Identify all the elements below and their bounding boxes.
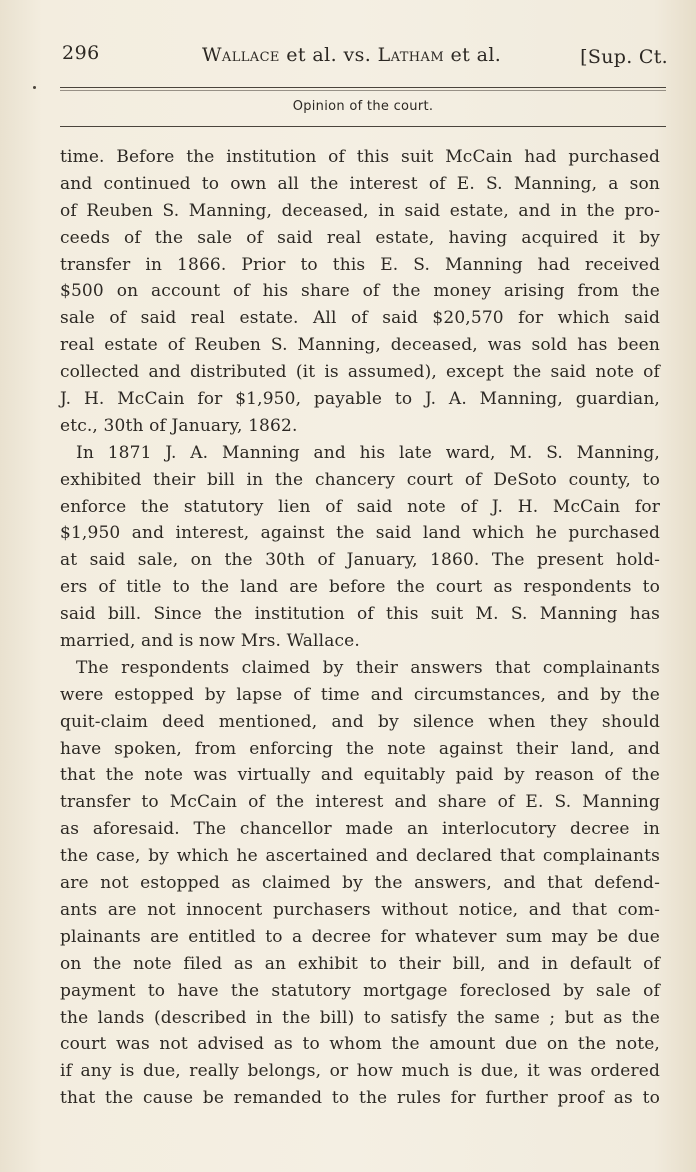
text-line: at said sale, on the 30th of January, 1860. The present hold-	[60, 550, 660, 571]
text-line: $500 on account of his share of the money arising from the	[60, 281, 660, 302]
text-line: were estopped by lapse of time and circumstances, and by the	[60, 684, 660, 705]
text-line: and continued to own all the interest of E. S. Manning, a son	[60, 173, 660, 194]
text-line: said bill. Since the institution of this suit M. S. Manning has	[60, 604, 660, 625]
text-line: the lands (described in the bill) to satisfy the same ; but as the	[60, 1007, 660, 1028]
text-line: transfer to McCain of the interest and share of E. S. Manning	[60, 792, 660, 813]
text-line: J. H. McCain for $1,950, payable to J. A. Manning, guardian,	[60, 389, 660, 410]
text-line: the case, by which he ascertained and declared that complainants	[60, 846, 660, 867]
text-line: real estate of Reuben S. Manning, deceased, was sold has been	[60, 335, 660, 356]
section-heading: Opinion of the court.	[292, 99, 434, 114]
text-line: enforce the statutory lien of said note of J. H. McCain for	[60, 496, 660, 517]
text-line: $1,950 and interest, against the said land which he purchased	[60, 523, 660, 544]
text-line: married, and is now Mrs. Wallace.	[60, 631, 360, 652]
text-line: ants are not innocent purchasers without notice, and that com-	[60, 899, 660, 920]
text-line: if any is due, really belongs, or how much is due, it was ordered	[60, 1061, 660, 1082]
text-line: collected and distributed (it is assumed), except the said note of	[60, 362, 660, 383]
text-line: court was not advised as to whom the amount due on the note,	[60, 1034, 660, 1055]
text-line: as aforesaid. The chancellor made an interlocutory decree in	[60, 819, 660, 840]
text-line: etc., 30th of January, 1862.	[60, 415, 298, 436]
text-line: exhibited their bill in the chancery court of DeSoto county, to	[60, 469, 660, 490]
running-title	[202, 44, 501, 66]
text-line: that the note was virtually and equitably paid by reason of the	[60, 765, 660, 786]
header-rule	[60, 87, 666, 88]
text-line: are not estopped as claimed by the answers, and that defend-	[60, 873, 660, 894]
text-line: payment to have the statutory mortgage foreclosed by sale of	[60, 980, 660, 1001]
title-connector: et al. vs.	[279, 44, 378, 66]
section-rule	[60, 126, 666, 127]
text-line: time. Before the institution of this suit McCain had purchased	[60, 147, 660, 167]
text-line: that the cause be remanded to the rules for further proof as to	[60, 1088, 660, 1109]
title-suffix: et al.	[444, 44, 502, 66]
text-line: quit-claim deed mentioned, and by silence when they should	[60, 711, 660, 732]
text-line: plainants are entitled to a decree for whatever sum may be due	[60, 926, 660, 947]
text-line: The respondents claimed by their answers that complainants	[76, 657, 660, 678]
court-reference: [Sup. Ct.	[580, 46, 668, 68]
party-name-defendant: Latham	[377, 44, 445, 66]
text-line: of Reuben S. Manning, deceased, in said estate, and in the pro-	[60, 200, 660, 221]
party-name-plaintiff: Wallace	[202, 44, 280, 66]
text-line: on the note filed as an exhibit to their bill, and in default of	[60, 953, 660, 974]
text-line: transfer in 1866. Prior to this E. S. Manning had received	[60, 254, 660, 275]
page-number: 296	[62, 42, 100, 64]
text-line: ers of title to the land are before the court as respondents to	[60, 577, 660, 598]
stray-mark	[33, 86, 36, 89]
text-line: In 1871 J. A. Manning and his late ward, M. S. Manning,	[76, 442, 660, 463]
text-line: ceeds of the sale of said real estate, having acquired it by	[60, 227, 660, 248]
text-line: have spoken, from enforcing the note against their land, and	[60, 738, 660, 759]
opinion-text	[60, 144, 660, 1112]
page-header	[60, 40, 668, 80]
text-line: sale of said real estate. All of said $20,570 for which said	[60, 308, 660, 329]
header-rule-secondary	[60, 90, 666, 91]
